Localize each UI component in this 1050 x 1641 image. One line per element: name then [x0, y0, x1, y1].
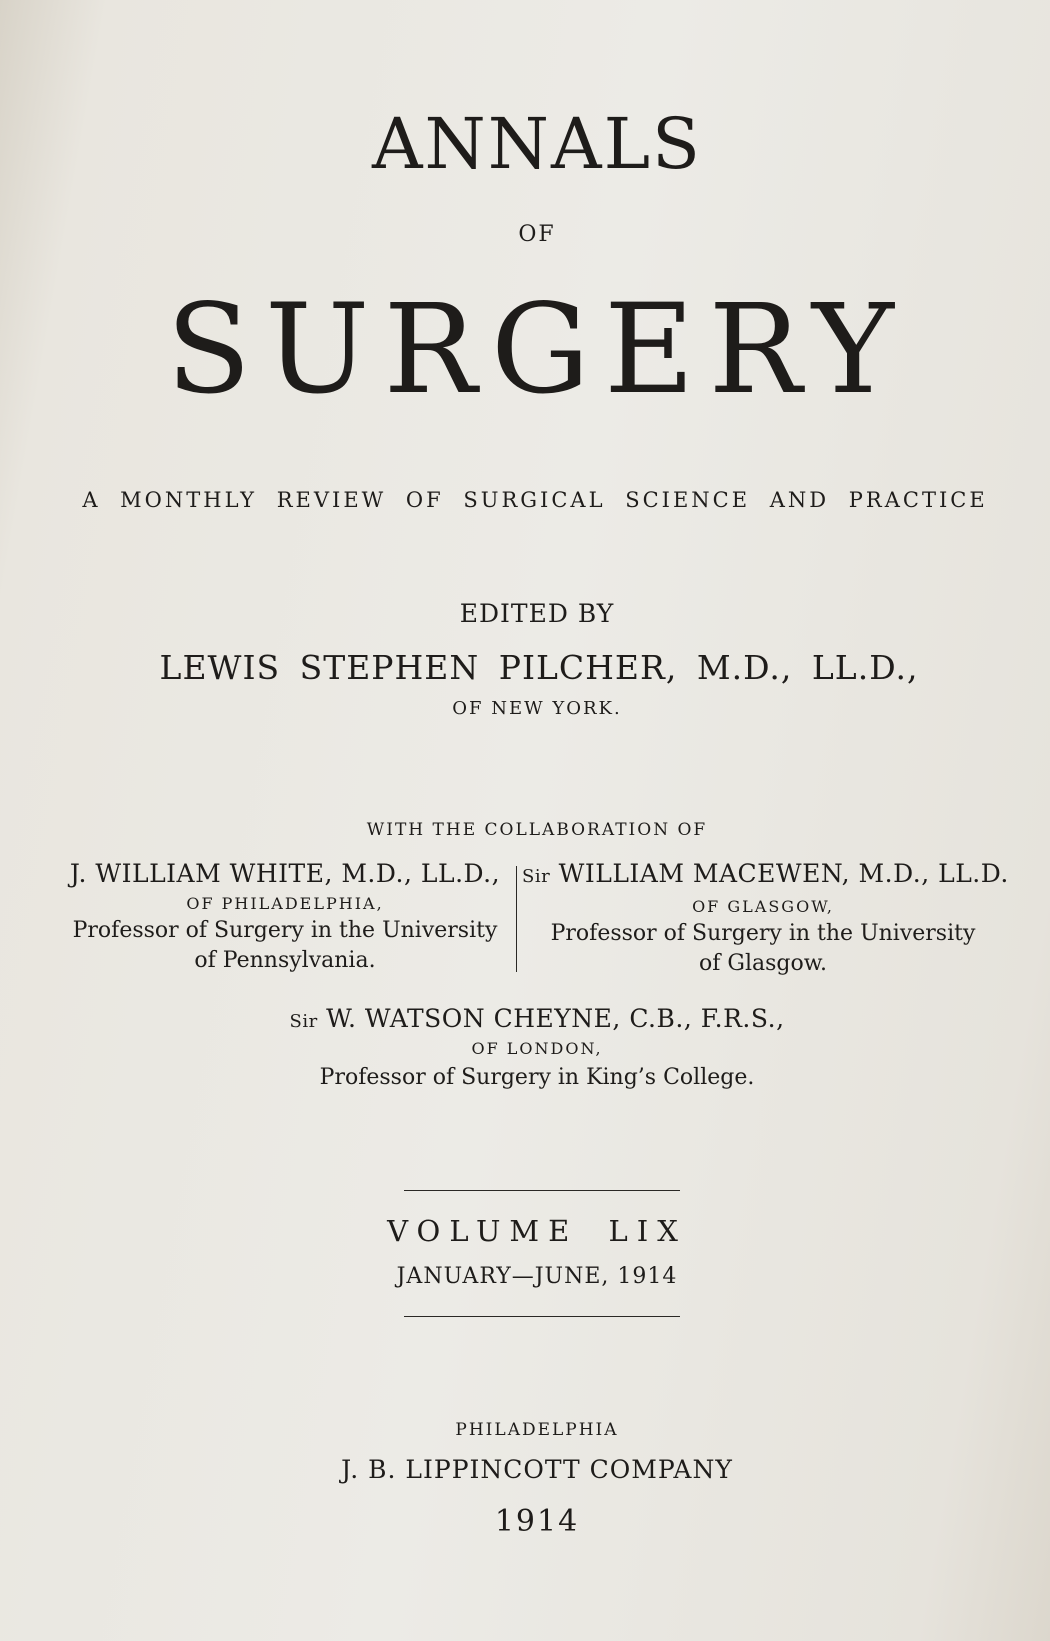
rule-below-volume	[404, 1316, 680, 1317]
collaborator-right-location: OF GLASGOW,	[692, 897, 834, 916]
collaborator-left-location: OF PHILADELPHIA,	[186, 894, 384, 913]
collaboration-label: WITH THE COLLABORATION OF	[366, 820, 708, 840]
collaborator-center-name: W. WATSON CHEYNE, C.B., F.R.S.,	[326, 1004, 785, 1033]
volume-period: JANUARY—JUNE, 1914	[396, 1264, 678, 1289]
imprint-year: 1914	[494, 1504, 580, 1539]
edited-by-label: EDITED BY	[459, 599, 615, 628]
collaborator-left-title-1: Professor of Surgery in the University	[72, 918, 498, 943]
collaborator-right	[522, 858, 1009, 979]
rule-above-volume	[404, 1190, 680, 1191]
volume-label: VOLUME LIX	[387, 1214, 687, 1248]
journal-subtitle: A MONTHLY REVIEW OF SURGICAL SCIENCE AND PRACTICE	[82, 488, 988, 512]
collaborator-center-title: Professor of Surgery in King’s College.	[319, 1065, 755, 1090]
journal-title-surgery: SURGERY	[166, 278, 908, 422]
collaborator-right-name-line	[522, 858, 1009, 893]
column-divider	[516, 866, 517, 972]
collaborator-left-title-2: of Pennsylvania.	[194, 948, 376, 973]
journal-title-annals: ANNALS	[371, 103, 703, 185]
collaborator-right-title-1: Professor of Surgery in the University	[550, 921, 976, 946]
collaborator-right-name: WILLIAM MACEWEN, M.D., LL.D.	[558, 859, 1009, 888]
collaborator-right-honorific: Sir	[522, 866, 551, 887]
imprint-city: PHILADELPHIA	[455, 1420, 619, 1440]
collaborator-center-location: OF LONDON,	[471, 1039, 603, 1058]
collaborator-left-name: J. WILLIAM WHITE, M.D., LL.D.,	[69, 859, 501, 888]
imprint-publisher: J. B. LIPPINCOTT COMPANY	[341, 1455, 733, 1484]
collaborator-center-name-line	[12, 1003, 1050, 1038]
journal-title-of: OF	[518, 222, 556, 247]
editor-name: LEWIS STEPHEN PILCHER, M.D., LL.D.,	[159, 648, 919, 687]
collaborator-right-title-2: of Glasgow.	[699, 951, 827, 976]
collaborator-left	[64, 858, 506, 976]
collaborator-center-honorific: Sir	[289, 1011, 318, 1032]
editor-location: OF NEW YORK.	[452, 698, 622, 719]
